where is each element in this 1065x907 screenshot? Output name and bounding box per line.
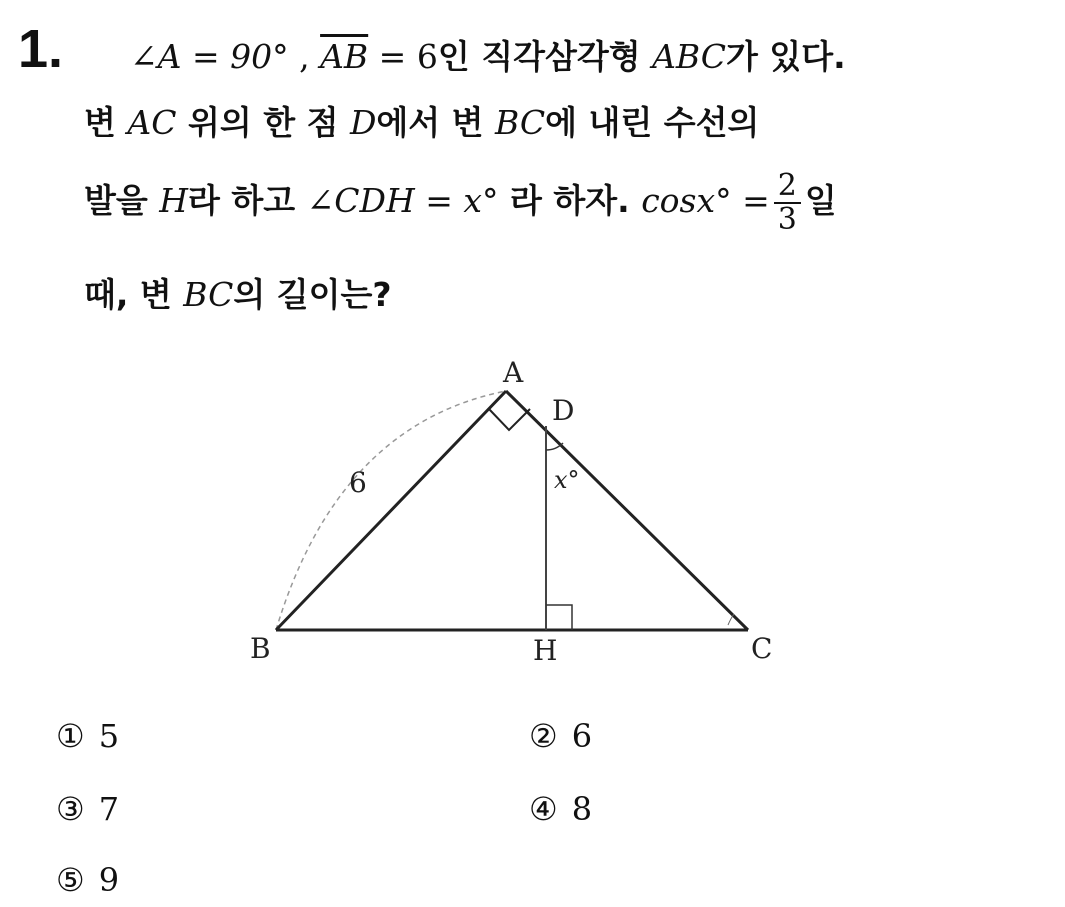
choice-2-mark: ② (529, 717, 558, 755)
choice-2[interactable] (529, 717, 593, 755)
fraction-numerator: 2 (774, 170, 801, 204)
angle-cdh-expression: ∠CDH = x° (306, 181, 499, 220)
side-bc-question: BC (183, 275, 234, 314)
right-angle-mark-h (546, 605, 572, 630)
label-ab-length: 6 (349, 466, 367, 499)
line1-text-1: 인 직각삼각형 (437, 37, 653, 76)
line2-text-2: 위의 한 점 (176, 103, 350, 142)
point-d: D (349, 103, 377, 142)
label-d: D (552, 394, 575, 427)
segment-ab: $\overline{AB}$ (320, 37, 369, 76)
label-angle-x: x° (554, 466, 580, 494)
angle-c-mark (728, 614, 734, 625)
choice-4[interactable] (529, 790, 593, 828)
choice-5-mark: ⑤ (56, 861, 85, 899)
side-bc: BC (495, 103, 546, 142)
choice-4-value: 8 (571, 790, 593, 828)
choice-2-value: 6 (571, 717, 593, 755)
line2-text-3: 에서 변 (376, 103, 496, 142)
question-number: 1. (18, 19, 64, 79)
choice-3-mark: ③ (56, 790, 85, 828)
cos-expression: cosx° = (641, 181, 770, 220)
line4-text-1: 때, 변 (84, 275, 184, 314)
label-a: A (503, 356, 524, 389)
line2-text-1: 변 (84, 103, 128, 142)
side-ac-line (506, 391, 748, 630)
choice-5[interactable] (56, 861, 120, 899)
separator: , (288, 37, 321, 76)
right-angle-mark-a (489, 409, 530, 430)
line2-text-4: 에 내린 수선의 (545, 103, 760, 142)
choice-5-value: 9 (98, 861, 120, 899)
fraction-denominator: 3 (777, 201, 797, 237)
line3-text-4: 일 (804, 181, 837, 220)
choice-1[interactable] (56, 717, 120, 755)
label-h: H (533, 634, 558, 667)
choice-3-value: 7 (98, 790, 120, 828)
choice-1-mark: ① (56, 717, 85, 755)
line3-text-2: 라 하고 (188, 181, 307, 220)
angle-a-expression: ∠A = 90° (130, 37, 289, 76)
choice-1-value: 5 (98, 717, 120, 755)
choice-4-mark: ④ (529, 790, 558, 828)
label-b: B (250, 632, 271, 665)
side-ac: AC (127, 103, 177, 142)
point-h: H (159, 181, 189, 220)
label-c: C (751, 632, 773, 665)
ab-equals-six: = 6 (368, 37, 438, 76)
line4-text-2: 의 길이는? (233, 275, 392, 314)
line3-text-1: 발을 (84, 181, 160, 220)
side-ab-line (276, 391, 506, 630)
line1-text-2: 가 있다. (726, 37, 846, 76)
choice-3[interactable] (56, 790, 120, 828)
line3-text-3: 라 하자. (498, 181, 642, 220)
triangle-name: ABC (652, 37, 727, 76)
